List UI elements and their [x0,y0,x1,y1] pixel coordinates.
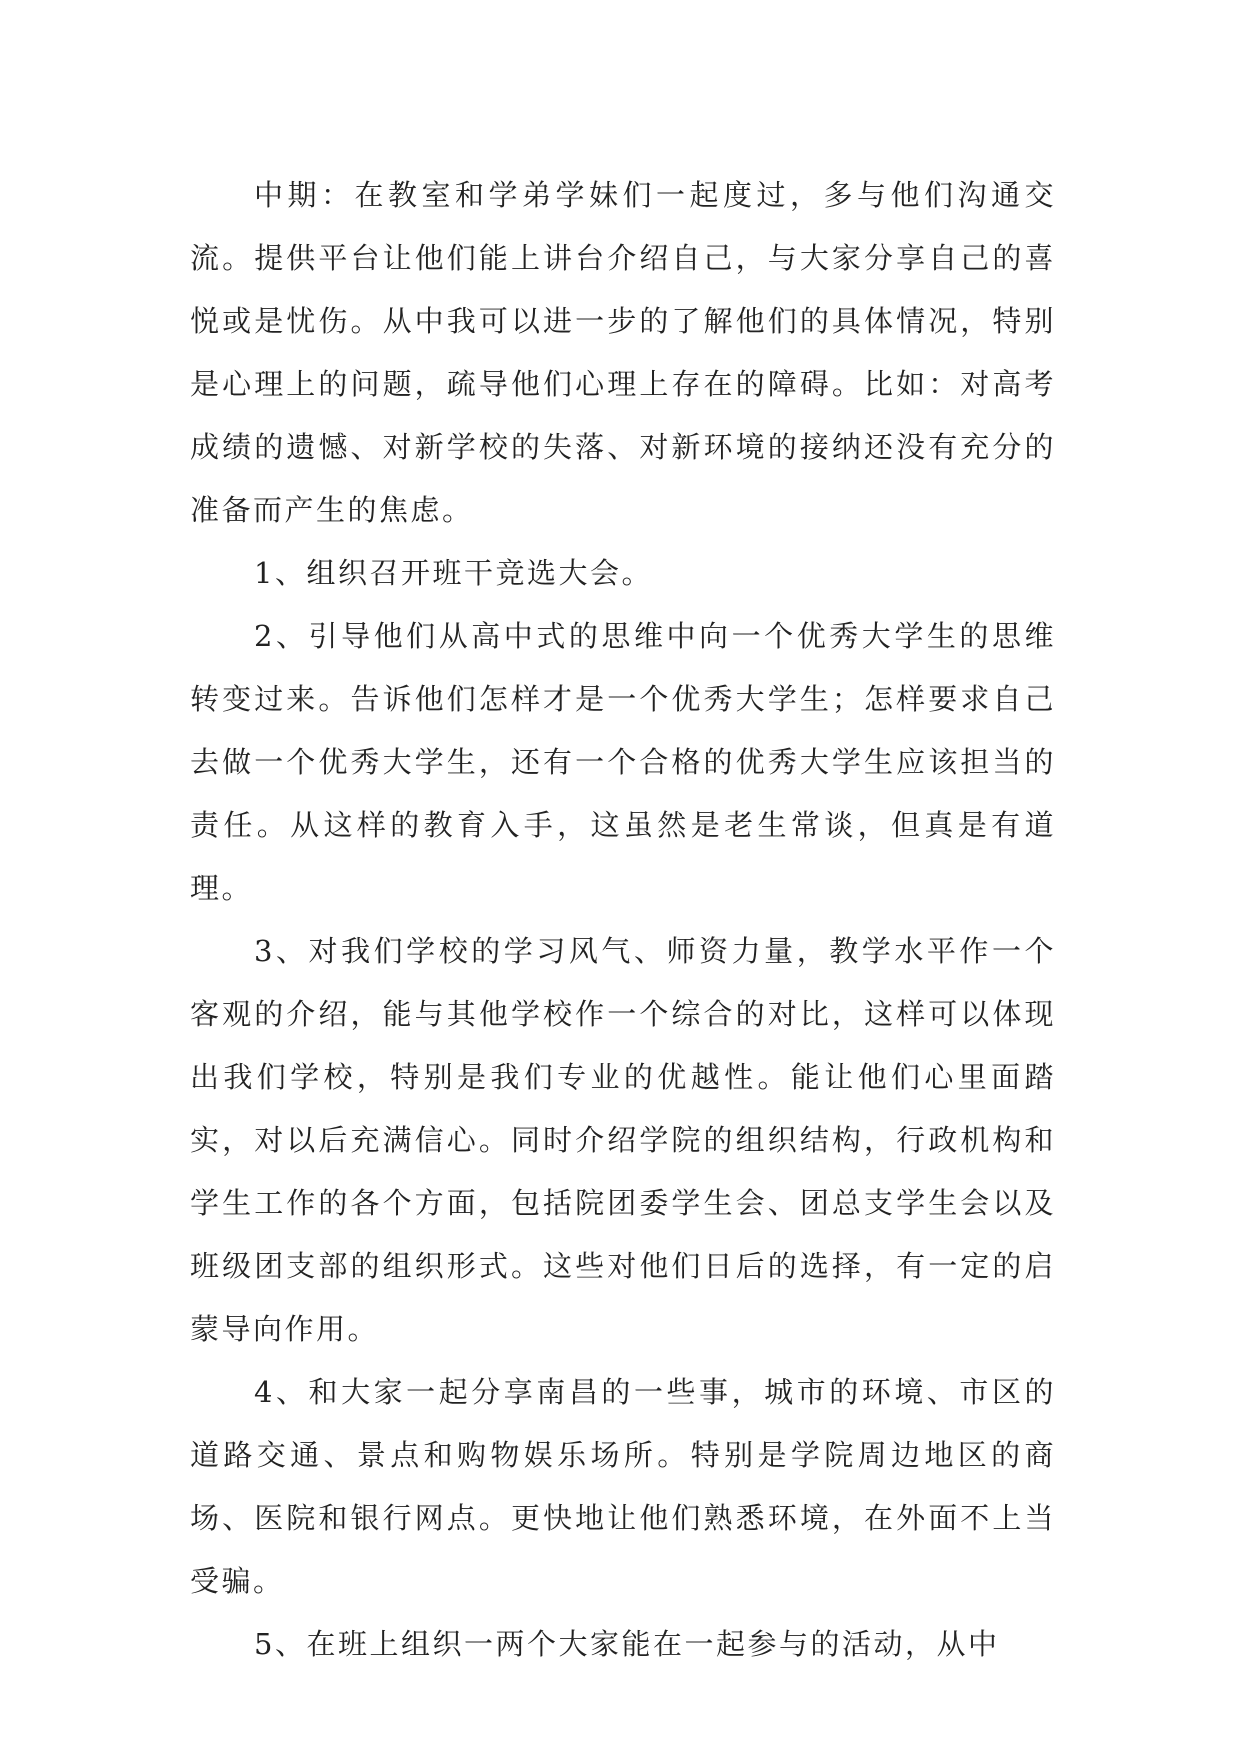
paragraph-midterm: 中期：在教室和学弟学妹们一起度过，多与他们沟通交流。提供平台让他们能上讲台介绍自己，与大家分享自己的喜悦或是忧伤。从中我可以进一步的了解他们的具体情况，特别是心理上的问题，疏导他们心理上存在的障碍。比如：对高考成绩的遗憾、对新学校的失落、对新环境的接纳还没有充分的准备而产生的焦虑。 [190,178,1056,527]
paragraph-item-4: 4、和大家一起分享南昌的一些事，城市的环境、市区的道路交通、景点和购物娱乐场所。特别是学院周边地区的商场、医院和银行网点。更快地让他们熟悉环境，在外面不上当受骗。 [190,1375,1056,1598]
paragraph-item-1: 1、组织召开班干竞选大会。 [254,556,653,590]
document-page [190,164,1056,1676]
paragraph-item-2: 2、引导他们从高中式的思维中向一个优秀大学生的思维转变过来。告诉他们怎样才是一个优秀大学生；怎样要求自己去做一个优秀大学生，还有一个合格的优秀大学生应该担当的责任。从这样的教育入手，这虽然是老生常谈，但真是有道理。 [190,619,1056,905]
paragraph-item-5: 5、在班上组织一两个大家能在一起参与的活动，从中 [254,1627,1000,1661]
paragraph-item-3: 3、对我们学校的学习风气、师资力量，教学水平作一个客观的介绍，能与其他学校作一个综合的对比，这样可以体现出我们学校，特别是我们专业的优越性。能让他们心里面踏实，对以后充满信心。同时介绍学院的组织结构，行政机构和学生工作的各个方面，包括院团委学生会、团总支学生会以及班级团支部的组织形式。这些对他们日后的选择，有一定的启蒙导向作用。 [190,934,1056,1346]
